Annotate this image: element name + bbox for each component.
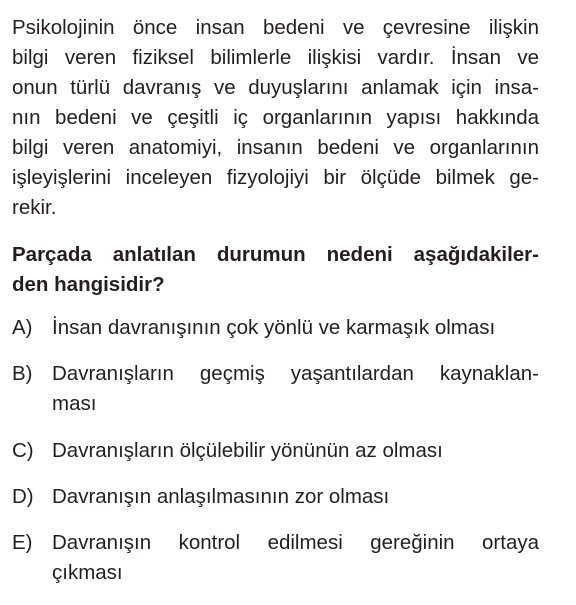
option-letter: B) (12, 362, 33, 385)
option-text: çıkması (52, 561, 123, 584)
passage-line: rekir. (12, 196, 57, 219)
option-c[interactable] (12, 436, 539, 466)
option-d[interactable] (12, 482, 539, 512)
option-letter: C) (12, 439, 34, 462)
passage-line: bilgi veren fiziksel bilimlerle ilişkisi vardır. İnsan ve (12, 46, 539, 69)
option-b[interactable] (12, 359, 539, 419)
passage-line: Psikolojinin önce insan bedeni ve çevresine ilişkin (12, 16, 539, 39)
option-text: İnsan davranışının çok yönlü ve karmaşık olması (52, 316, 496, 339)
question-line: den hangisidir? (12, 273, 165, 296)
passage-line: bilgi veren anatomiyi, insanın bedeni ve organlarının (12, 136, 539, 159)
passage-line: onun türlü davranış ve duyuşlarını anlamak için insa- (12, 76, 539, 99)
option-text: Davranışların ölçülebilir yönünün az olması (52, 439, 443, 462)
option-text: Davranışların geçmiş yaşantılardan kaynaklan- (52, 362, 539, 385)
option-letter: E) (12, 531, 33, 554)
option-text: Davranışın kontrol edilmesi gereğinin ortaya (52, 531, 539, 554)
passage-text (12, 13, 539, 223)
passage-line: işleyişlerini inceleyen fizyolojiyi bir ölçüde bilmek ge- (12, 166, 539, 189)
option-letter: A) (12, 316, 33, 339)
option-text: Davranışın anlaşılmasının zor olması (52, 485, 390, 508)
passage-line: nın bedeni ve çeşitli iç organlarının yapısı hakkında (12, 106, 539, 129)
answer-options (12, 313, 539, 605)
question-stem (12, 240, 539, 300)
question-line: Parçada anlatılan durumun nedeni aşağıdakiler- (12, 243, 539, 266)
option-a[interactable] (12, 313, 539, 343)
option-text: ması (52, 392, 97, 415)
option-e[interactable] (12, 528, 539, 588)
option-letter: D) (12, 485, 34, 508)
